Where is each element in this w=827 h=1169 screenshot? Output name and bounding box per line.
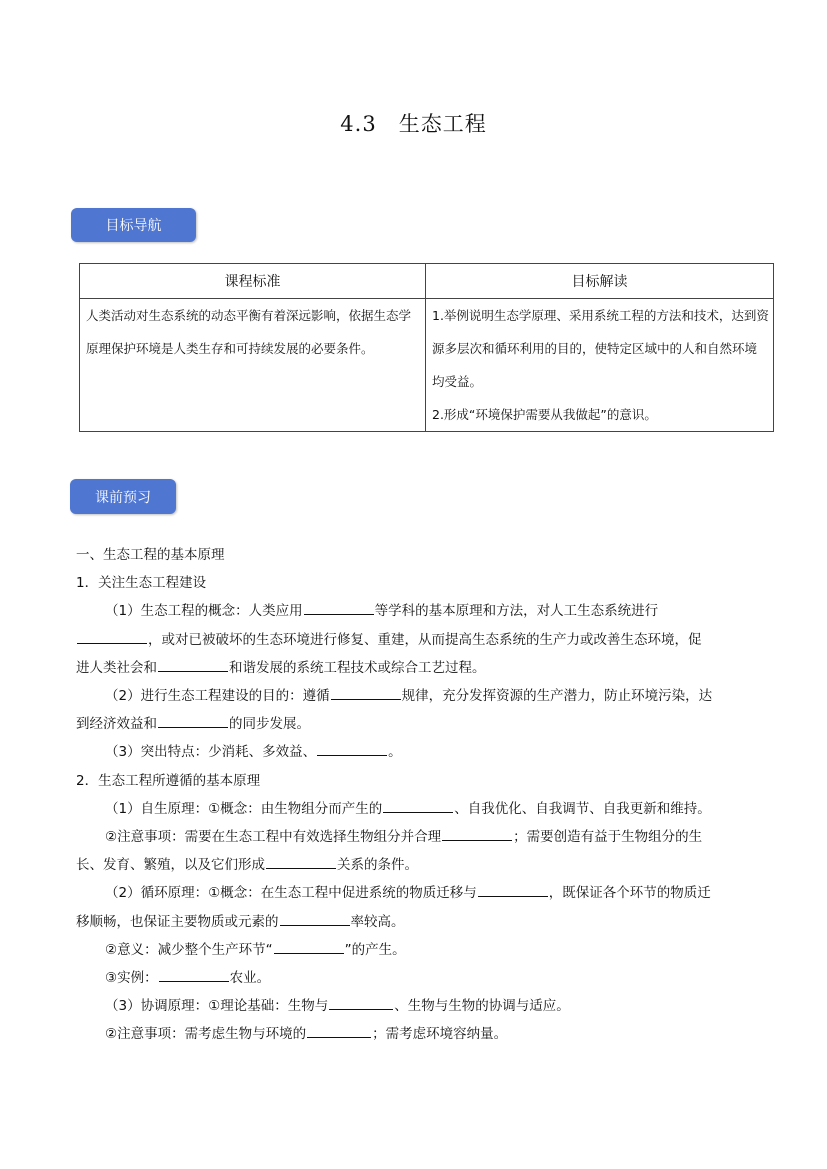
paragraph-line: ③实例： 农业。	[76, 964, 756, 992]
paragraph-line: 移顺畅，也保证主要物质或元素的 率较高。	[76, 908, 756, 936]
interpretation-item: 1.举例说明生态学原理、采用系统工程的方法和技术，达到资源多层次和循环利用的目的，使特定区域中的人和自然环境均受益。	[432, 308, 769, 389]
fill-blank[interactable]	[317, 741, 387, 756]
fill-blank[interactable]	[159, 967, 229, 982]
table-header-row	[80, 264, 774, 299]
paragraph-line: ，或对已被破坏的生态环境进行修复、重建，从而提高生态系统的生产力或改善生态环境，促	[76, 626, 756, 654]
fill-blank[interactable]	[329, 995, 393, 1010]
paragraph-line: ②注意事项：需考虑生物与环境的 ；需考虑环境容纳量。	[76, 1020, 756, 1048]
table-row	[80, 299, 774, 432]
section-heading: 一、生态工程的基本原理	[76, 547, 225, 563]
fill-blank[interactable]	[158, 657, 228, 672]
fill-blank[interactable]	[478, 882, 548, 897]
paragraph-line: （2）进行生态工程建设的目的：遵循 规律，充分发挥资源的生产潜力，防止环境污染，达	[76, 682, 756, 710]
standard-cell	[80, 299, 426, 432]
paragraph-line: ②注意事项：需要在生态工程中有效选择生物组分并合理 ；需要创造有益于生物组分的生	[76, 823, 756, 851]
fill-blank[interactable]	[77, 629, 147, 644]
fill-blank[interactable]	[304, 600, 374, 615]
interpretation-item: 2.形成“环境保护需要从我做起”的意识。	[432, 407, 657, 422]
paragraph-line: （3）协调原理：①理论基础：生物与 、生物与生物的协调与适应。	[76, 992, 756, 1020]
fill-blank[interactable]	[158, 713, 228, 728]
fill-blank[interactable]	[307, 1023, 371, 1038]
header-interpretation: 目标解读	[426, 264, 774, 299]
interpretation-cell	[426, 299, 774, 432]
standard-text: 人类活动对生态系统的动态平衡有着深远影响，依据生态学原理保护环境是人类生存和可持续发展的必要条件。	[86, 308, 412, 356]
goal-navigation-tag: 目标导航	[71, 208, 196, 242]
paragraph-line: （1）生态工程的概念：人类应用 等学科的基本原理和方法，对人工生态系统进行	[76, 597, 756, 625]
paragraph-line: （3）突出特点：少消耗、多效益、 。	[76, 738, 756, 766]
paragraph-line: （2）循环原理：①概念：在生态工程中促进系统的物质迁移与 ，既保证各个环节的物质迁	[76, 879, 756, 907]
curriculum-table	[79, 263, 774, 432]
header-standard: 课程标准	[80, 264, 426, 299]
fill-blank[interactable]	[280, 911, 350, 926]
fill-blank[interactable]	[442, 826, 512, 841]
paragraph-line: 到经济效益和 的同步发展。	[76, 710, 756, 738]
fill-blank[interactable]	[266, 854, 336, 869]
paragraph-line: 进人类社会和 和谐发展的系统工程技术或综合工艺过程。	[76, 654, 756, 682]
fill-blank[interactable]	[274, 939, 344, 954]
paragraph-line: ②意义：减少整个生产环节“ ”的产生。	[76, 936, 756, 964]
subsection-heading: 2．生态工程所遵循的基本原理	[76, 772, 261, 789]
fill-blank[interactable]	[383, 798, 453, 813]
preview-tag: 课前预习	[70, 479, 176, 514]
paragraph-line: 长、发育、繁殖，以及它们形成 关系的条件。	[76, 851, 756, 879]
page-title: 4.3 生态工程	[340, 112, 487, 136]
preview-content	[76, 541, 756, 1049]
paragraph-line: （1）自生原理：①概念：由生物组分而产生的 、自我优化、自我调节、自我更新和维持。	[76, 795, 756, 823]
subsection-heading: 1．关注生态工程建设	[76, 575, 207, 592]
fill-blank[interactable]	[331, 685, 401, 700]
